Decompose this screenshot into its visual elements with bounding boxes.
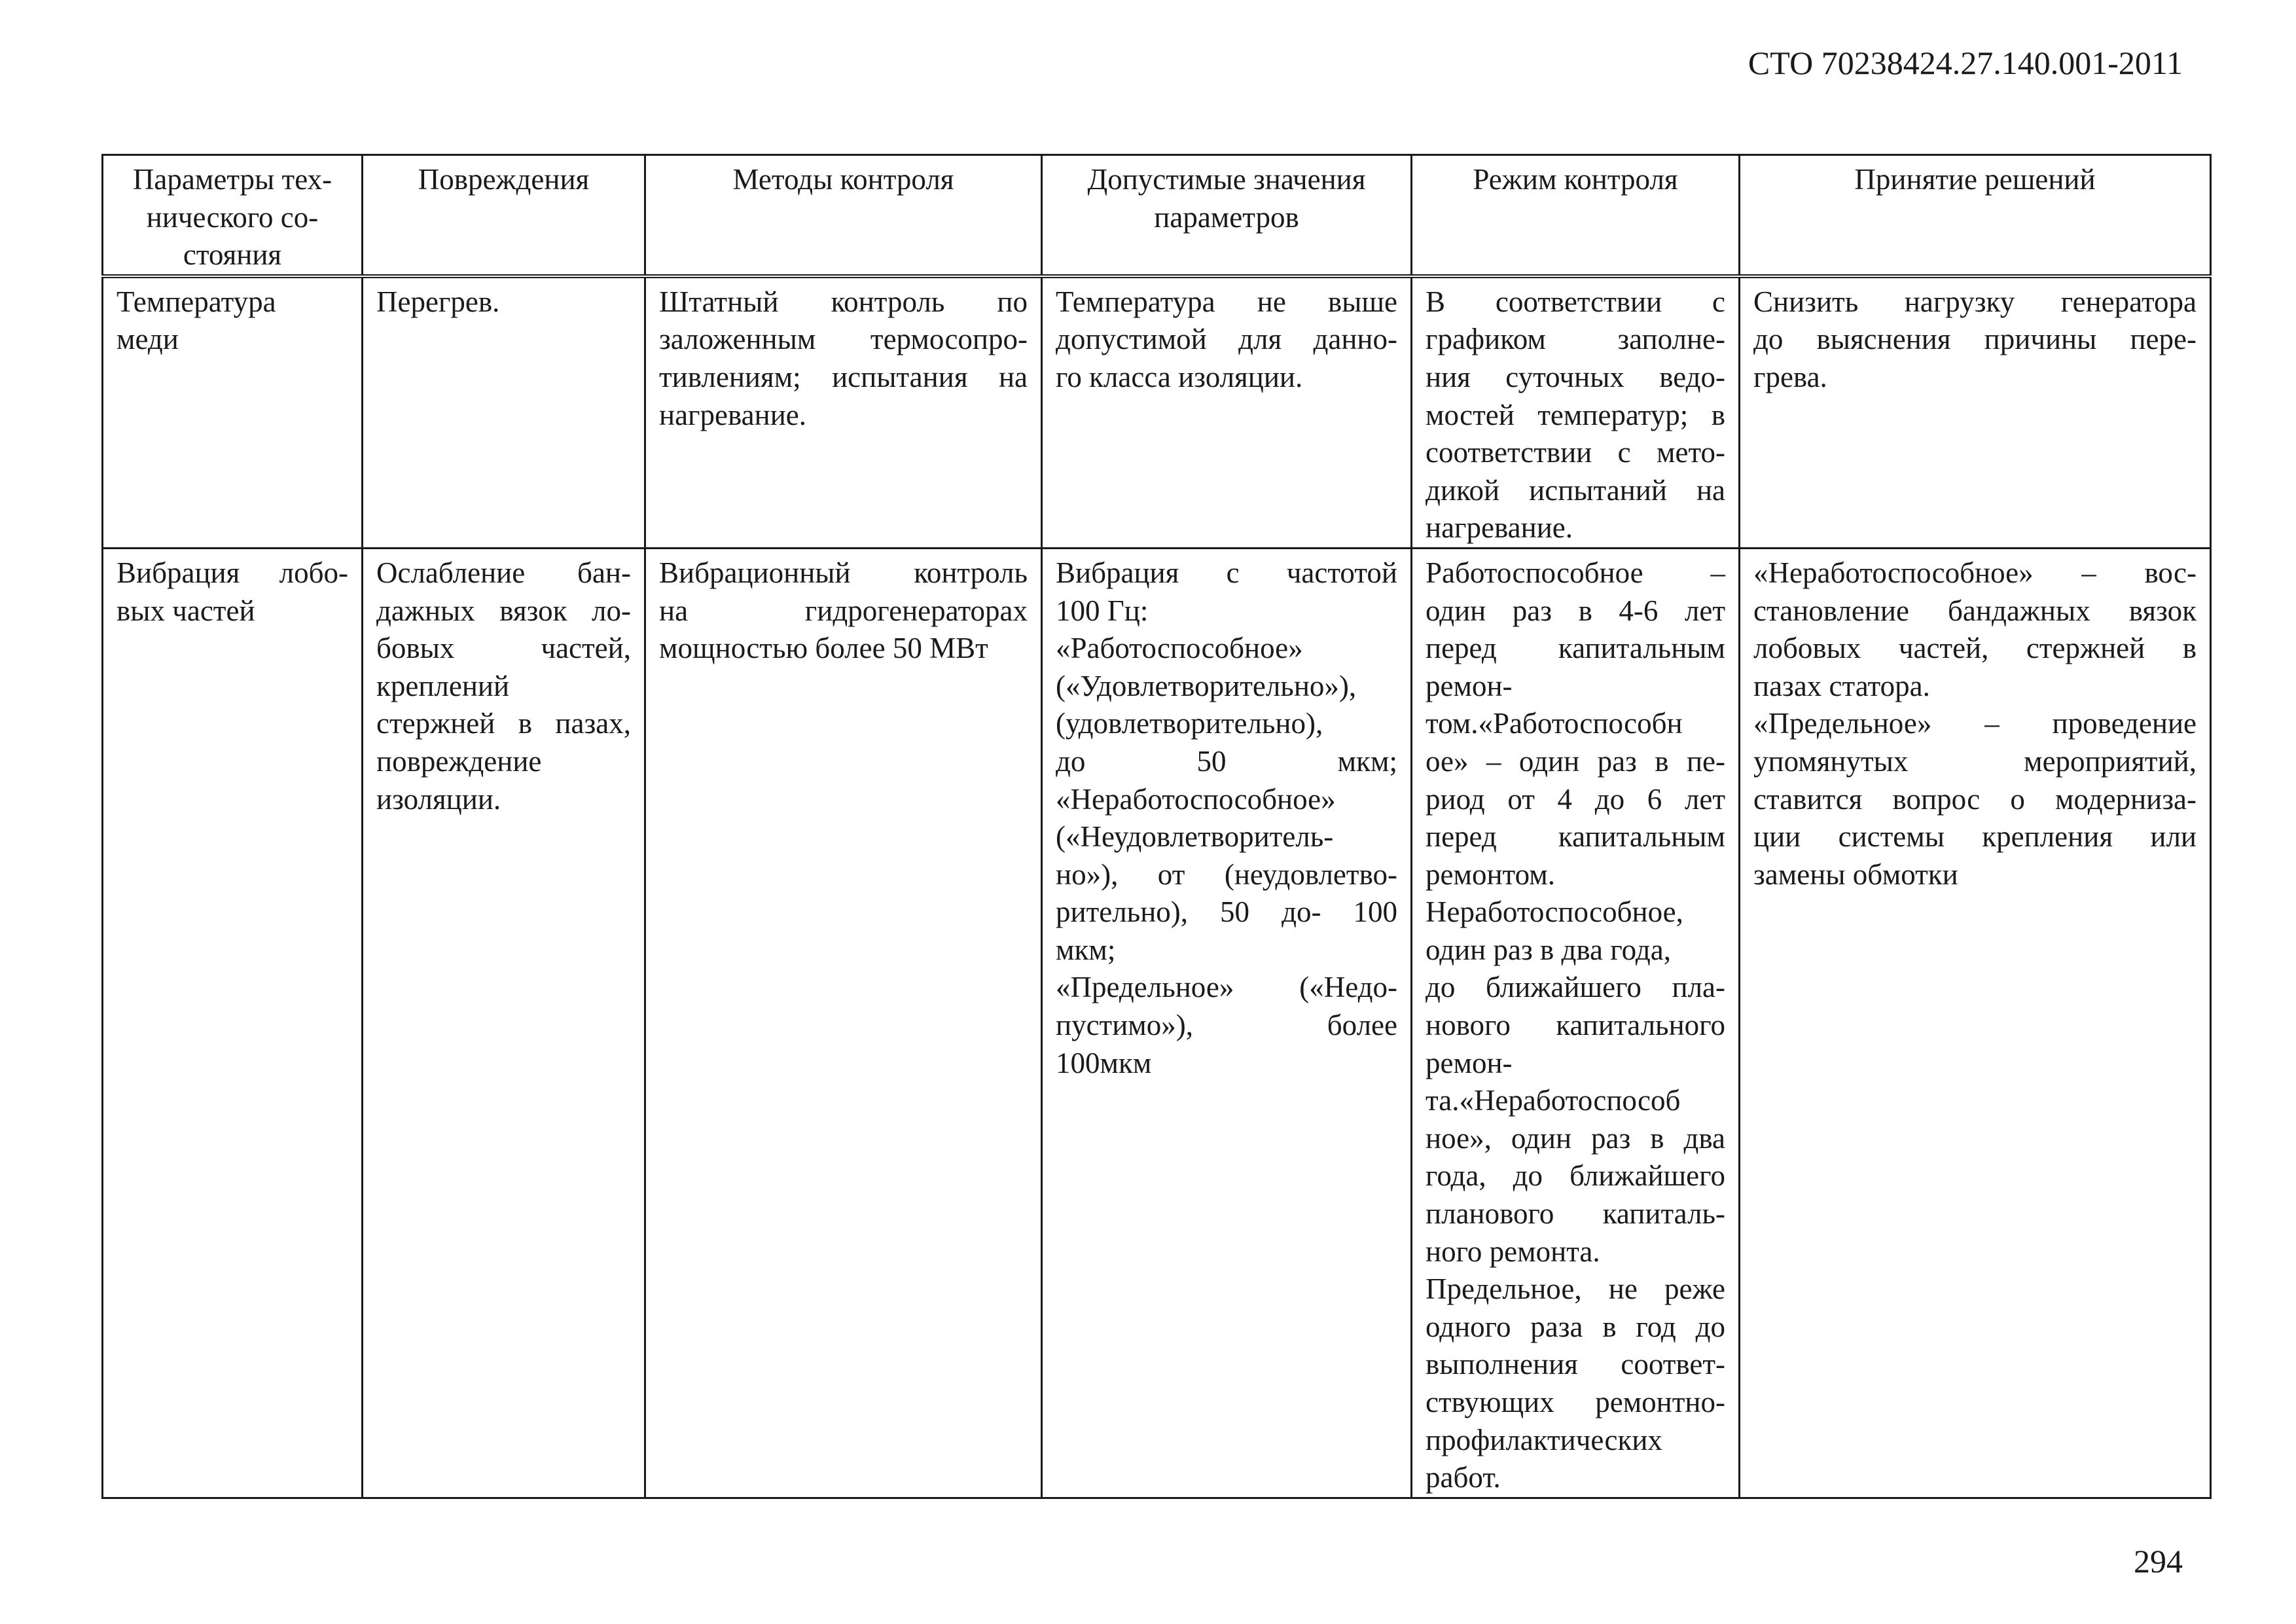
technical-condition-table: [101, 154, 2212, 1499]
cell-allowed: Температура не выше допустимой для данно- го класса изоляции.: [1042, 276, 1412, 549]
document-code: СТО 70238424.27.140.001-2011: [1748, 45, 2183, 81]
column-header-damage: Повреждения: [363, 155, 645, 276]
cell-damage: Перегрев.: [363, 276, 645, 549]
column-header-allowed-values: Допустимые значения параметров: [1042, 155, 1412, 276]
cell-param: Вибрация лобо- вых частей: [103, 548, 363, 1498]
cell-decision: «Неработоспособное» – вос- становление бандажных вязок лобовых частей, стержней в пазах статора. «Предельное» – проведение упомянутых мероприятий, ставится вопрос о модерниза- ции системы крепления или замены обмотки: [1740, 548, 2211, 1498]
cell-param: Температура меди: [103, 276, 363, 549]
cell-mode: Работоспособное – один раз в 4-6 лет перед капитальным ремон- том.«Работоспособн ое» – один раз в пе- риод от 4 до 6 лет перед капитальным ремонтом. Неработоспособное, один раз в два года, до ближайшего пла- нового капитального ремон- та.«Неработоспособ ное», один раз в два года, до ближайшего планового капиталь- ного ремонта. Предельное, не реже одного раза в год до выполнения соответ- ствующих ремонтно- профилактических работ.: [1412, 548, 1740, 1498]
cell-methods: Вибрационный контроль на гидрогенераторах мощностью более 50 МВт: [645, 548, 1042, 1498]
table-row: [103, 548, 2211, 1498]
cell-mode: В соответствии с графиком заполне- ния суточных ведо- мостей температур; в соответствии с мето- дикой испытаний на нагревание.: [1412, 276, 1740, 549]
page-number: 294: [2134, 1543, 2183, 1579]
cell-methods: Штатный контроль по заложенным термосопро- тивлениям; испытания на нагревание.: [645, 276, 1042, 549]
column-header-parameters: Параметры тех- нического со- стояния: [103, 155, 363, 276]
cell-damage: Ослабление бан- дажных вязок ло- бовых частей, креплений стержней в пазах, повреждение изоляции.: [363, 548, 645, 1498]
table-row: [103, 276, 2211, 549]
table-header-row: [103, 155, 2211, 276]
column-header-control-mode: Режим контроля: [1412, 155, 1740, 276]
column-header-methods: Методы контроля: [645, 155, 1042, 276]
cell-allowed: Вибрация с частотой 100 Гц: «Работоспособное» («Удовлетворительно»), (удовлетворительно), до 50 мкм; «Неработоспособное» («Неудовлетворитель- но»), от (неудовлетво- рительно), 50 до- 100 мкм; «Предельное» («Недо- пустимо»), более 100мкм: [1042, 548, 1412, 1498]
column-header-decisions: Принятие решений: [1740, 155, 2211, 276]
cell-decision: Снизить нагрузку генератора до выяснения причины пере- грева.: [1740, 276, 2211, 549]
